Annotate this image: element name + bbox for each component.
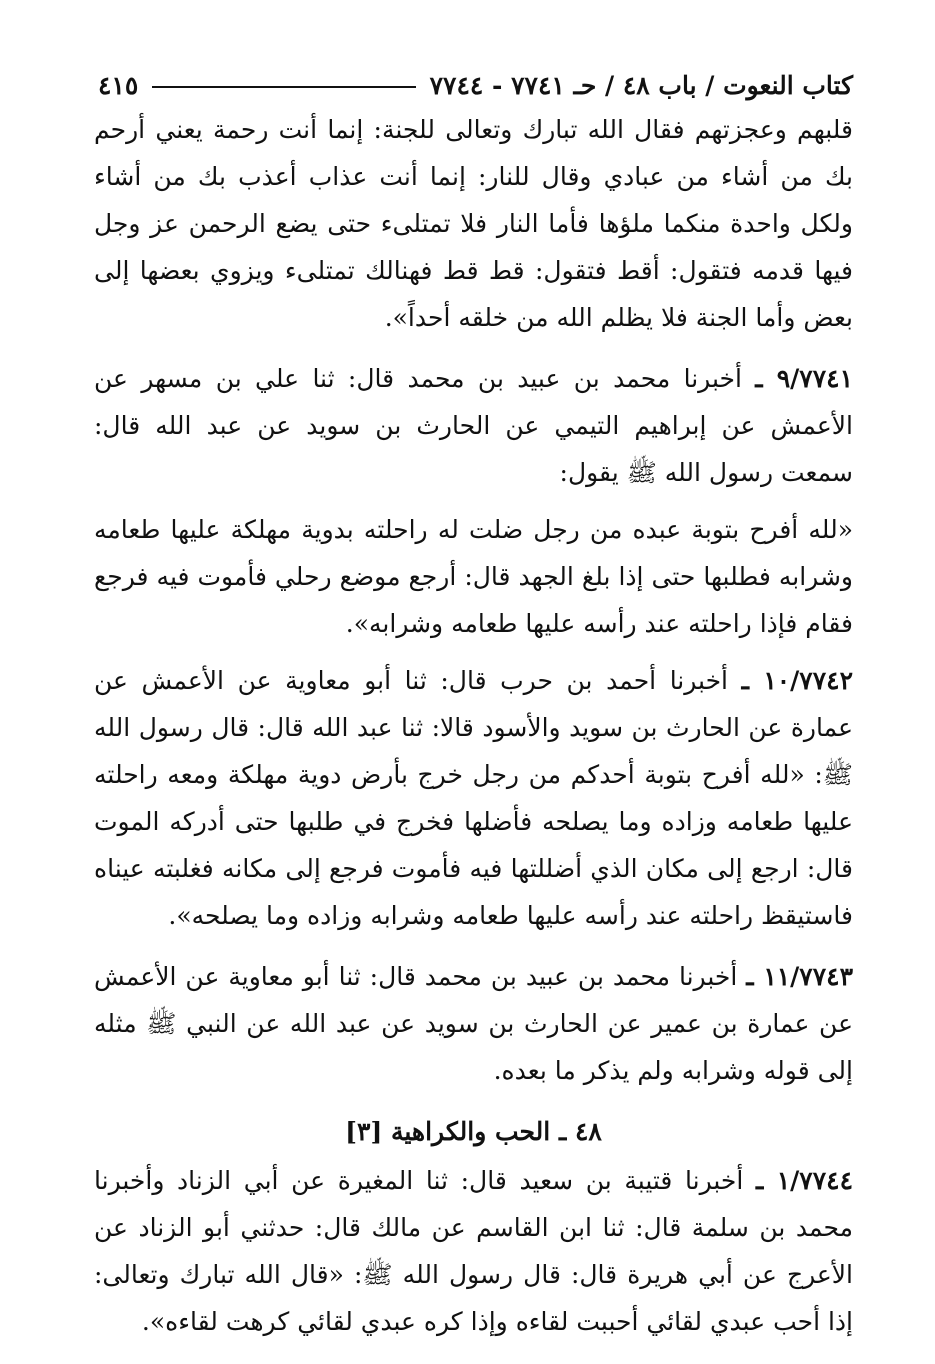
section-heading: ٤٨ ـ الحب والكراهية [٣] [345, 1117, 602, 1146]
paragraph-text: أخبرنا قتيبة بن سعيد قال: ثنا المغيرة عن أبي الزناد وأخبرنا محمد بن سلمة قال: ثنا ابن القاسم عن مالك قال: حدثني أبو الزناد عن الأعرج عن أبي هريرة قال: قال رسول الله ﷺ: «قال الله تبارك وتعالى: إذا أحب عبدي لقائي أحببت لقاءه وإذا كره عبدي لقائي كرهت لقاءه». [94, 1166, 853, 1336]
hadith-number: ١٠/٧٧٤٢ ـ [741, 666, 854, 695]
hadith-7743 [94, 953, 853, 1094]
page-body [94, 106, 853, 1345]
hadith-number: ١١/٧٧٤٣ ـ [746, 962, 854, 991]
hadith-number: ١/٧٧٤٤ ـ [756, 1166, 854, 1195]
paragraph-text: أخبرنا محمد بن عبيد بن محمد قال: ثنا علي بن مسهر عن الأعمش عن إبراهيم التيمي عن الحارث بن سويد عن عبد الله قال: سمعت رسول الله ﷺ يقول: [94, 364, 853, 487]
hadith-7741-text [94, 506, 853, 647]
header-rule [152, 86, 415, 88]
hadith-7741 [94, 355, 853, 496]
hadith-number: ٩/٧٧٤١ ـ [755, 364, 854, 393]
paragraph-text: أخبرنا أحمد بن حرب قال: ثنا أبو معاوية عن الأعمش عن عمارة عن الحارث بن سويد والأسود قالا: ثنا عبد الله قال: قال رسول الله ﷺ: «لله أفرح بتوبة أحدكم من رجل خرج بأرض دوية مهلكة ومعه راحلته عليها طعامه وزاده وما يصلحه فأضلها فخرج في طلبها حتى أدركه الموت قال: ارجع إلى مكان الذي أضللتها فيه فأموت فرجع إلى مكانه فغلبته عيناه فاستيقظ راحلته عند رأسه عليها طعامه وشرابه وزاده وما يصلحه». [94, 666, 853, 930]
paragraph-text: «لله أفرح بتوبة عبده من رجل ضلت له راحلته بدوية مهلكة عليها طعامه وشرابه فطلبها حتى إذا بلغ الجهد قال: أرجع موضع رحلي فأموت فيه فرجع فقام فإذا راحلته عند رأسه عليها طعامه وشرابه». [94, 515, 853, 638]
paragraph-text: قلبهم وعجزتهم فقال الله تبارك وتعالى للجنة: إنما أنت رحمة يعني أرحم بك من أشاء من عبادي وقال للنار: إنما أنت عذاب أعذب بك من أشاء ولكل واحدة منكما ملؤها فأما النار فلا تمتلىء حتى يضع الرحمن عز وجل فيها قدمه فتقول: أقط فتقول: قط قط فهنالك تمتلىء ويزوي بعضها إلى بعض وأما الجنة فلا يظلم الله من خلقه أحداً». [94, 115, 853, 332]
hadith-7742 [94, 657, 853, 939]
page-header [94, 56, 853, 100]
page-number: ٤١٥ [98, 71, 139, 100]
paragraph-text: أخبرنا محمد بن عبيد بن محمد قال: ثنا أبو معاوية عن الأعمش عن عمارة بن عمير عن الحارث بن سويد عن عبد الله عن النبي ﷺ مثله إلى قوله وشرابه ولم يذكر ما بعده. [94, 962, 853, 1085]
paragraph-continuation [94, 106, 853, 341]
hadith-7744 [94, 1157, 853, 1345]
running-title: كتاب النعوت / باب ٤٨ / حـ ٧٧٤١ - ٧٧٤٤ [429, 71, 853, 100]
